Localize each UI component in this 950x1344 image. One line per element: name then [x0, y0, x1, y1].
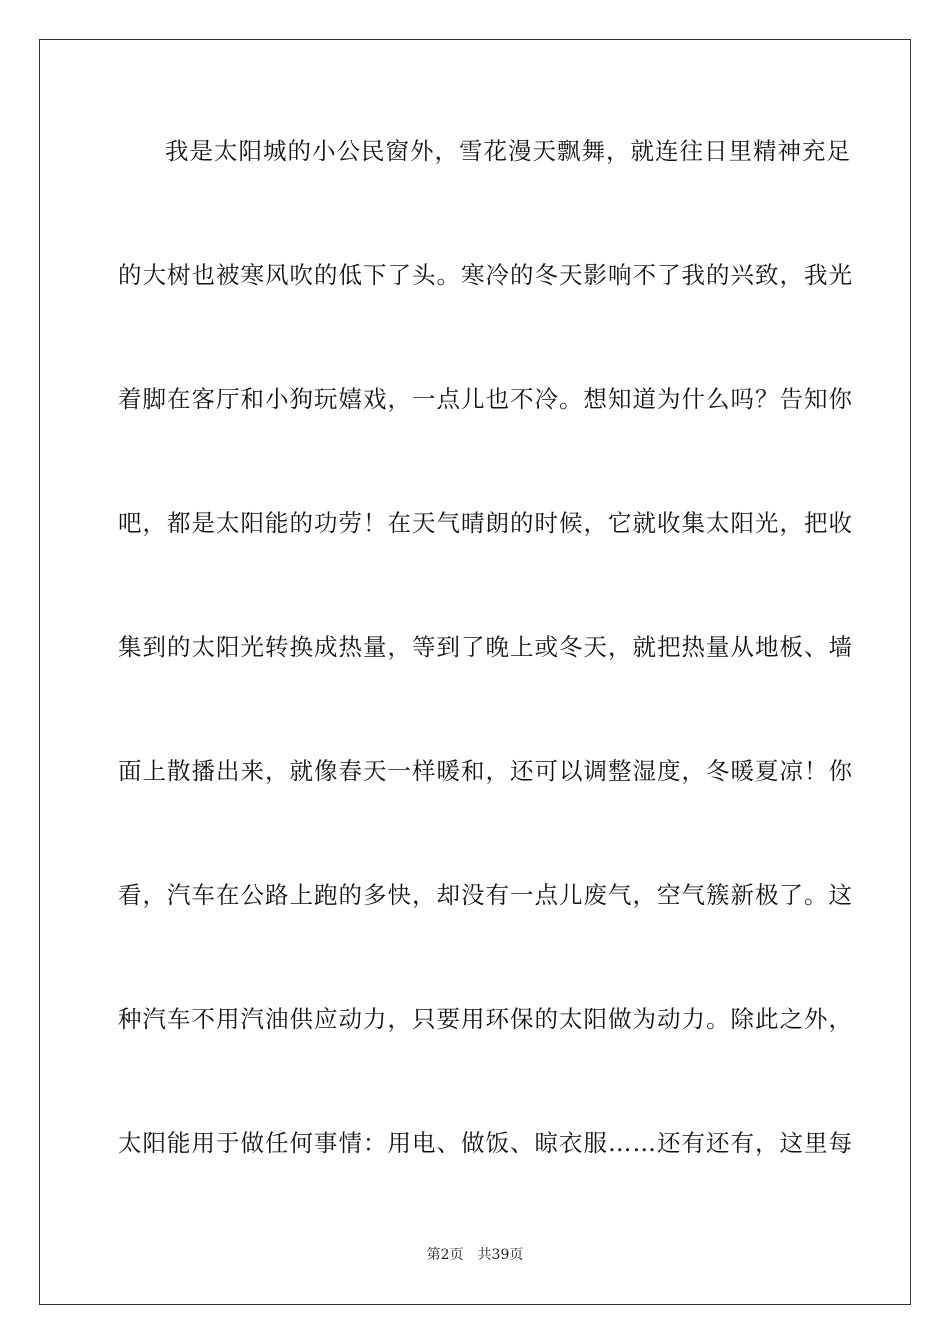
paragraph-line-8: 种汽车不用汽油供应动力，只要用环保的太阳做为动力。除此之外，: [118, 1005, 853, 1033]
paragraph-line-7: 看，汽车在公路上跑的多快，却没有一点儿废气，空气簇新极了。这: [118, 881, 853, 909]
page-total: 共39页: [477, 1247, 524, 1263]
paragraph-line-1: 我是太阳城的小公民窗外，雪花漫天飘舞，就连往日里精神充足: [165, 137, 851, 165]
page-number: 第2页: [426, 1247, 464, 1263]
paragraph-line-3: 着脚在客厅和小狗玩嬉戏，一点儿也不冷。想知道为什么吗？告知你: [118, 385, 853, 413]
paragraph-line-9: 太阳能用于做任何事情：用电、做饭、晾衣服……还有还有，这里每: [118, 1129, 853, 1157]
paragraph-line-4: 吧，都是太阳能的功劳！在天气晴朗的时候，它就收集太阳光，把收: [118, 509, 853, 537]
page-footer: [0, 1245, 950, 1265]
paragraph-line-2: 的大树也被寒风吹的低下了头。寒冷的冬天影响不了我的兴致，我光: [118, 261, 853, 289]
paragraph-line-5: 集到的太阳光转换成热量，等到了晚上或冬天，就把热量从地板、墙: [118, 633, 853, 661]
page-border: [39, 39, 911, 1305]
paragraph-line-6: 面上散播出来，就像春天一样暖和，还可以调整湿度，冬暖夏凉！你: [118, 757, 853, 785]
